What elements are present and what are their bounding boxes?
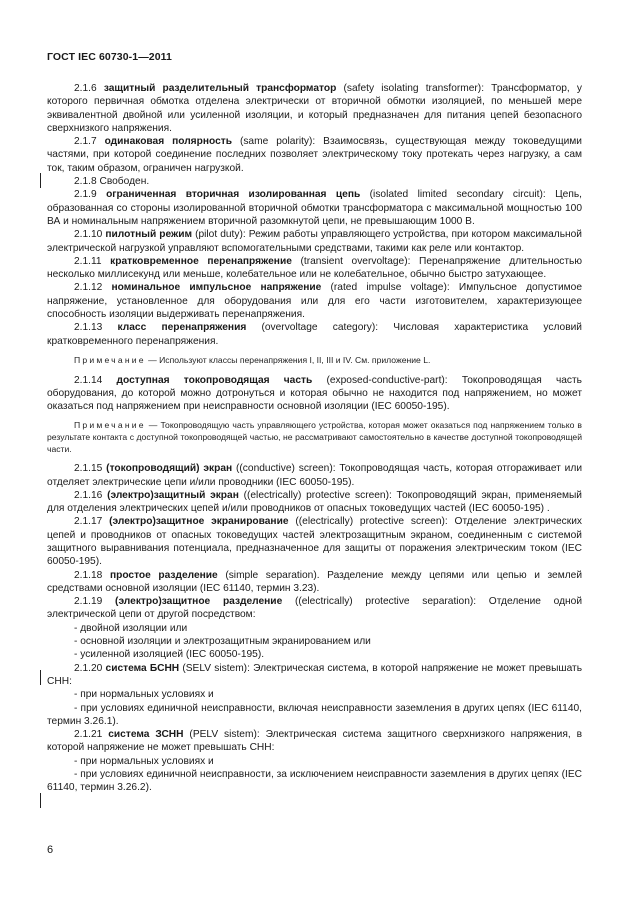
clause-2-1-14: 2.1.14 доступная токопроводящая часть (exposed-conductive-part): Токопроводящая часть оборудования, до которой можно дотронуться и которая обычно не находится под напряжением, но может оказаться под напряжением при неисправности основной изоляции (IEC 60050-195). — [47, 374, 582, 413]
change-bar — [40, 793, 41, 808]
clause-2-1-20: 2.1.20 система БСНН (SELV sistem): Электрическая система, в которой напряжение не может превышать СНН: — [47, 662, 582, 687]
term: система БСНН — [105, 662, 180, 674]
clause-2-1-12: 2.1.12 номинальное импульсное напряжение (rated impulse voltage): Импульсное допустимое напряжение, установленное для оборудования или для его части изготовителем, характеризующее способность изоляции выдерживать перенапряжения. — [47, 282, 582, 321]
page-number: 6 — [47, 844, 54, 856]
term: кратковременное перенапряжение — [110, 255, 292, 267]
term: (электро)защитное разделение — [115, 596, 283, 608]
list-item: - при условиях единичной неисправности, за исключением неисправности заземления в других цепях (IEC 61140, термин 3.26.2). — [47, 769, 582, 794]
list-item: - при нормальных условиях и — [74, 755, 214, 767]
change-bar — [40, 173, 41, 188]
term: одинаковая полярность — [104, 136, 233, 148]
clause-2-1-18: 2.1.18 простое разделение (simple separation). Разделение между цепями или цепью и землей средствами основной изоляции (IEC 61140, термин 3.23). — [47, 569, 583, 594]
list-item: - при нормальных условиях и — [74, 689, 214, 701]
list-item: - при условиях единичной неисправности, включая неисправности заземления в других цепях (IEC 61140, термин 3.26.1). — [47, 702, 582, 727]
document-header: ГОСТ IEC 60730-1—2011 — [47, 51, 172, 63]
term: (электро)защитное экранирование — [109, 516, 289, 528]
list-item: - усиленной изоляцией (IEC 60050-195). — [74, 649, 265, 661]
note-overvoltage: Примечание — Используют классы перенапряжения I, II, III и IV. См. приложение L. — [74, 354, 431, 365]
clause-2-1-10: 2.1.10 пилотный режим (pilot duty): Режим работы управляющего устройства, при котором максимальной электрической нагрузкой управляют вспомогательными средствами, такими как реле или контактор. — [47, 229, 582, 254]
clause-2-1-21: 2.1.21 система ЗСНН (PELV sistem): Электрическая система защитного сверхнизкого напряжения, в которой напряжение не может превышать СНН: — [47, 729, 583, 754]
term: номинальное импульсное напряжение — [111, 282, 322, 294]
change-bar — [40, 670, 41, 685]
clause-2-1-16: 2.1.16 (электро)защитный экран ((electrically) protective screen): Токопроводящий экран, применяемый для отделения электрических цепей и/или проводников от опасных токоведущих частей (IEC 60050-195) . — [47, 489, 583, 515]
clause-2-1-15: 2.1.15 (токопроводящий) экран ((conductive) screen): Токопроводящая часть, которая отгораживает или отделяет электрические цепи и/или проводники (IEC 60050-195). — [47, 463, 583, 488]
clause-2-1-6: 2.1.6 защитный разделительный трансформатор (safety isolating transformer): Трансформатор, у которого первичная обмотка отделена электрически от вторичной обмотки изоляцией, по меньшей мере эквивалентной двойной или усиленной изоляции, и который предназначен для питания цепей безопасного сверхнизкого напряжения. — [47, 83, 583, 134]
term: пилотный режим — [105, 229, 193, 241]
document-body — [47, 82, 582, 795]
list-item: - двойной изоляции или — [74, 622, 188, 634]
term: система ЗСНН — [108, 729, 184, 741]
term: защитный разделительный трансформатор — [103, 83, 337, 94]
clause-2-1-13: 2.1.13 класс перенапряжения (overvoltage category): Числовая характеристика условий кратковременного перенапряжения. — [47, 322, 582, 347]
note-conductive-part: Примечание — Токопроводящую часть управляющего устройства, которая может оказаться под напряжением только в результате контакта с доступной токопроводящей частью, не рассматривают самостоятельно в качестве доступной токопроводящей части. — [47, 420, 582, 454]
term: класс перенапряжения — [117, 322, 247, 334]
clause-2-1-7: 2.1.7 одинаковая полярность (same polarity): Взаимосвязь, существующая между токоведущими частями, при которой соединение последних позволяет электрическому току протекать через нагрузку, а сам ток, таким образом, ограничен нагрузкой. — [47, 136, 582, 174]
term: ограниченная вторичная изолированная цепь — [106, 189, 361, 201]
clause-2-1-11: 2.1.11 кратковременное перенапряжение (transient overvoltage): Перенапряжение длительностью несколько миллисекунд или меньше, колебательное или не колебательное, обычно быстро затухающее. — [47, 255, 582, 281]
clause-2-1-19: 2.1.19 (электро)защитное разделение ((electrically) protective separation): Отделение одной электрической цепи от другой посредством: — [47, 596, 583, 621]
note-label: Примечание — [74, 354, 146, 365]
term: доступная токопроводящая часть — [116, 374, 313, 386]
note-label: Примечание — [74, 420, 146, 431]
term: простое разделение — [109, 569, 218, 581]
list-item: - основной изоляции и электрозащитным экранированием или — [74, 636, 371, 648]
clause-2-1-9: 2.1.9 ограниченная вторичная изолированная цепь (isolated limited secondary circuit): Цепь, образованная со стороны изолированной вторичной обмотки трансформатора с максимальной мощностью 100 ВА и номинальным напряжением вторичной разомкнутой цепи, не превышающим 1000 В. — [47, 189, 582, 227]
clause-2-1-8: 2.1.8 Свободен. — [74, 176, 150, 188]
clause-2-1-17: 2.1.17 (электро)защитное экранирование ((electrically) protective screen): Отделение электрических цепей и проводников от опасных токоведущих частей электрозащитным экраном, соединенным с системой защитного выравнивания потенциала, предназначенное для защиты от поражения электрическим током (IEC 60050-195). — [47, 516, 582, 568]
term: (электро)защитный экран — [107, 489, 239, 501]
term: (токопроводящий) экран — [106, 463, 233, 475]
